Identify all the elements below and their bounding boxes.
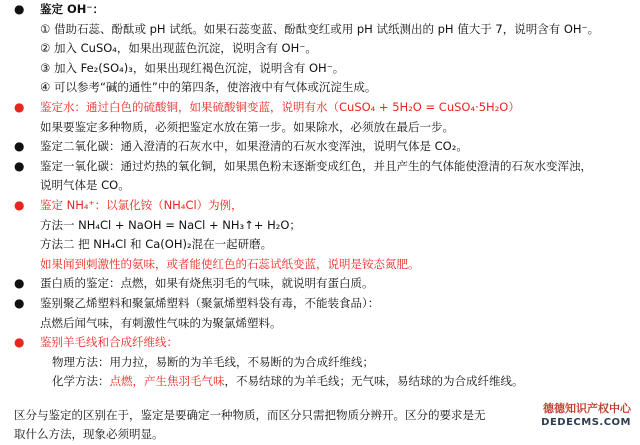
bullet-icon: ● [14, 197, 25, 212]
water-title-line [8, 98, 636, 118]
water-note: 如果要鉴定多种物质，必须把鉴定水放在第一步。如果除水，必须放在最后一步。 [40, 119, 454, 134]
co-line-1 [8, 157, 636, 177]
co-text-1: 鉴定一氧化碳：通过灼热的氧化铜，如果黑色粉末逐渐变成红色，并且产生的气体能使澄清的石灰水变浑浊， [40, 158, 592, 173]
nh4-method-1: 方法一 NH₄Cl + NaOH = NaCl + NH₃↑+ H₂O； [40, 217, 301, 232]
summary-line-2: 取什么方法，现象必须明显。 [14, 427, 164, 442]
bullet-icon: ● [14, 2, 25, 16]
bullet-icon: ● [14, 158, 25, 173]
wool-chem-rest: ，不易结球的为羊毛线；无气味，易结球的为合成纤维线。 [224, 374, 524, 389]
plastic-line-1 [8, 294, 636, 314]
summary-line-1: 区分与鉴定的区别在于，鉴定是要确定一种物质，而区分只需把物质分辨开。区分的要求是无 [14, 407, 486, 422]
nh4-note: 如果闻到刺激性的氨味，或者能使红色的石蕊试纸变蓝，说明是铵态氮肥。 [40, 256, 420, 271]
document-body [8, 0, 636, 445]
plastic-text-1: 鉴别聚乙烯塑料和聚氯烯塑料（聚氯烯塑料袋有毒，不能装食品）： [40, 295, 380, 310]
watermark-url: DEDECMS.COM [541, 417, 631, 428]
wool-physical: 物理方法：用力拉，易断的为羊毛线，不易断的为合成纤维线； [52, 354, 374, 369]
plastic-line-2: 点燃后闻气味，有刺激性气味的为聚氯烯塑料。 [40, 315, 282, 330]
bullet-icon: ● [14, 276, 25, 291]
wool-chem-label: 化学方法： [52, 374, 110, 389]
watermark-title: 德德知识产权中心 [543, 402, 631, 415]
wool-title-line [8, 333, 636, 353]
co2-line [8, 137, 636, 157]
co2-text: 鉴定二氧化碳：通入澄清的石灰水中，如果澄清的石灰水变浑浊，说明气体是 CO₂。 [40, 139, 468, 154]
co-line-2: 说明气体是 CO。 [40, 178, 130, 193]
wool-chem-highlight: 点燃，产生焦羽毛气味 [109, 374, 225, 389]
bullet-icon: ● [14, 295, 25, 310]
nh4-method-2: 方法二 把 NH₄Cl 和 Ca(OH)₂混在一起研磨。 [40, 237, 273, 252]
bullet-icon: ● [14, 139, 25, 154]
wool-title: 鉴别羊毛线和合成纤维线： [40, 335, 178, 350]
oh-method-4: ④ 可以参考“碱的通性”中的第四条，使溶液中有气体或沉淀生成。 [40, 80, 377, 95]
oh-title-line [8, 0, 636, 20]
nh4-title: 鉴定 NH₄⁺：以氯化铵（NH₄Cl）为例， [40, 197, 243, 212]
oh-method-1: ① 借助石蕊、酚酞或 pH 试纸。如果石蕊变蓝、酚酞变红或用 pH 试纸测出的 pH 值大于 7，说明含有 OH⁻。 [40, 21, 600, 36]
oh-method-3: ③ 加入 Fe₂(SO₄)₃，如果出现红褐色沉淀，说明含有 OH⁻。 [40, 60, 345, 75]
site-watermark [538, 401, 634, 431]
oh-title: 鉴定 OH⁻： [40, 2, 104, 16]
protein-line [8, 274, 636, 294]
protein-text: 蛋白质的鉴定：点燃，如果有烧焦羽毛的气味，就说明有蛋白质。 [40, 276, 374, 291]
bullet-icon: ● [14, 99, 25, 114]
oh-method-2: ② 加入 CuSO₄，如果出现蓝色沉淀，说明含有 OH⁻。 [40, 41, 317, 56]
nh4-title-line [8, 196, 636, 216]
bullet-icon: ● [14, 335, 25, 350]
wool-chemical [8, 372, 636, 392]
water-title: 鉴定水：通过白色的硫酸铜，如果硫酸铜变蓝，说明有水（CuSO₄ + 5H₂O = CuSO₄·5H₂O） [40, 99, 520, 114]
